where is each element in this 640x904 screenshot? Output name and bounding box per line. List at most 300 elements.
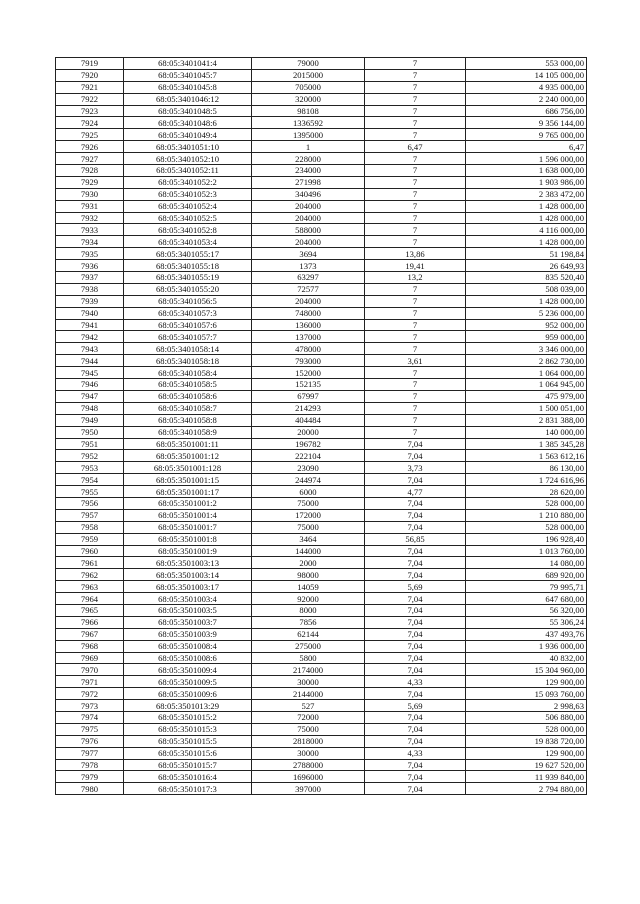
- value-cell: 56 320,00: [466, 604, 587, 616]
- table-row: [56, 212, 587, 224]
- row-number-cell: 7948: [56, 402, 124, 414]
- value-cell: 19 627 520,00: [466, 759, 587, 771]
- cadastral-number-cell: 68:05:3501015:2: [124, 711, 252, 723]
- row-number-cell: 7958: [56, 521, 124, 533]
- table-row: [56, 545, 587, 557]
- row-number-cell: 7922: [56, 93, 124, 105]
- cadastral-number-cell: 68:05:3501001:2: [124, 497, 252, 509]
- table-row: [56, 474, 587, 486]
- row-number-cell: 7930: [56, 188, 124, 200]
- row-number-cell: 7974: [56, 711, 124, 723]
- area-cell: 72000: [252, 711, 365, 723]
- cadastral-number-cell: 68:05:3401058:5: [124, 379, 252, 391]
- value-cell: 1 596 000,00: [466, 153, 587, 165]
- row-number-cell: 7971: [56, 676, 124, 688]
- value-cell: 4 116 000,00: [466, 224, 587, 236]
- value-cell: 1 638 000,00: [466, 165, 587, 177]
- value-cell: 1 428 000,00: [466, 236, 587, 248]
- rate-cell: 7: [365, 117, 466, 129]
- table-row: [56, 343, 587, 355]
- cadastral-number-cell: 68:05:3401041:4: [124, 58, 252, 70]
- rate-cell: 7,04: [365, 604, 466, 616]
- row-number-cell: 7950: [56, 426, 124, 438]
- table-row: [56, 462, 587, 474]
- table-row: [56, 759, 587, 771]
- row-number-cell: 7937: [56, 272, 124, 284]
- value-cell: 9 765 000,00: [466, 129, 587, 141]
- cadastral-number-cell: 68:05:3401048:6: [124, 117, 252, 129]
- table-row: [56, 141, 587, 153]
- value-cell: 686 756,00: [466, 105, 587, 117]
- cadastral-number-cell: 68:05:3401055:20: [124, 283, 252, 295]
- rate-cell: 7: [365, 414, 466, 426]
- area-cell: 2818000: [252, 735, 365, 747]
- row-number-cell: 7956: [56, 497, 124, 509]
- value-cell: 1 428 000,00: [466, 295, 587, 307]
- table-row: [56, 414, 587, 426]
- area-cell: 340496: [252, 188, 365, 200]
- table-row: [56, 652, 587, 664]
- row-number-cell: 7940: [56, 307, 124, 319]
- rate-cell: 7: [365, 93, 466, 105]
- rate-cell: 7,04: [365, 474, 466, 486]
- rate-cell: 7: [365, 319, 466, 331]
- rate-cell: 7: [365, 379, 466, 391]
- table-row: [56, 711, 587, 723]
- row-number-cell: 7941: [56, 319, 124, 331]
- table-row: [56, 497, 587, 509]
- area-cell: 222104: [252, 450, 365, 462]
- area-cell: 14059: [252, 581, 365, 593]
- area-cell: 144000: [252, 545, 365, 557]
- table-row: [56, 700, 587, 712]
- rate-cell: 13,2: [365, 272, 466, 284]
- row-number-cell: 7979: [56, 771, 124, 783]
- cadastral-number-cell: 68:05:3401058:14: [124, 343, 252, 355]
- row-number-cell: 7963: [56, 581, 124, 593]
- rate-cell: 7: [365, 402, 466, 414]
- rate-cell: 7,04: [365, 545, 466, 557]
- rate-cell: 7,04: [365, 521, 466, 533]
- row-number-cell: 7966: [56, 616, 124, 628]
- table-row: [56, 628, 587, 640]
- row-number-cell: 7927: [56, 153, 124, 165]
- rate-cell: 7,04: [365, 569, 466, 581]
- cadastral-number-cell: 68:05:3401058:18: [124, 355, 252, 367]
- rate-cell: 7,04: [365, 616, 466, 628]
- cadastral-number-cell: 68:05:3501015:6: [124, 747, 252, 759]
- value-cell: 528 000,00: [466, 521, 587, 533]
- area-cell: 397000: [252, 783, 365, 795]
- rate-cell: 3,61: [365, 355, 466, 367]
- area-cell: 588000: [252, 224, 365, 236]
- rate-cell: 13,86: [365, 248, 466, 260]
- area-cell: 1373: [252, 260, 365, 272]
- rate-cell: 7,04: [365, 438, 466, 450]
- table-row: [56, 188, 587, 200]
- cadastral-number-cell: 68:05:3401052:4: [124, 200, 252, 212]
- cadastral-number-cell: 68:05:3501009:6: [124, 688, 252, 700]
- value-cell: 2 831 388,00: [466, 414, 587, 426]
- area-cell: 72577: [252, 283, 365, 295]
- table-row: [56, 450, 587, 462]
- cadastral-number-cell: 68:05:3401052:11: [124, 165, 252, 177]
- area-cell: 75000: [252, 497, 365, 509]
- area-cell: 204000: [252, 200, 365, 212]
- row-number-cell: 7936: [56, 260, 124, 272]
- row-number-cell: 7964: [56, 593, 124, 605]
- cadastral-number-cell: 68:05:3501013:29: [124, 700, 252, 712]
- value-cell: 437 493,76: [466, 628, 587, 640]
- value-cell: 19 838 720,00: [466, 735, 587, 747]
- row-number-cell: 7924: [56, 117, 124, 129]
- value-cell: 15 304 960,00: [466, 664, 587, 676]
- area-cell: 204000: [252, 212, 365, 224]
- cadastral-number-cell: 68:05:3401049:4: [124, 129, 252, 141]
- value-cell: 553 000,00: [466, 58, 587, 70]
- table-row: [56, 283, 587, 295]
- area-cell: 7856: [252, 616, 365, 628]
- table-row: [56, 569, 587, 581]
- rate-cell: 7: [365, 212, 466, 224]
- table-row: [56, 688, 587, 700]
- area-cell: 3464: [252, 533, 365, 545]
- row-number-cell: 7923: [56, 105, 124, 117]
- row-number-cell: 7944: [56, 355, 124, 367]
- table-row: [56, 747, 587, 759]
- row-number-cell: 7935: [56, 248, 124, 260]
- cadastral-number-cell: 68:05:3501015:7: [124, 759, 252, 771]
- cadastral-number-cell: 68:05:3401057:6: [124, 319, 252, 331]
- row-number-cell: 7938: [56, 283, 124, 295]
- table-row: [56, 438, 587, 450]
- rate-cell: 3,73: [365, 462, 466, 474]
- area-cell: 478000: [252, 343, 365, 355]
- cadastral-number-cell: 68:05:3501003:7: [124, 616, 252, 628]
- value-cell: 959 000,00: [466, 331, 587, 343]
- rate-cell: 7: [365, 331, 466, 343]
- area-cell: 152000: [252, 367, 365, 379]
- table-row: [56, 676, 587, 688]
- area-cell: 271998: [252, 176, 365, 188]
- row-number-cell: 7925: [56, 129, 124, 141]
- cadastral-number-cell: 68:05:3401045:8: [124, 81, 252, 93]
- rate-cell: 7: [365, 176, 466, 188]
- value-cell: 51 198,84: [466, 248, 587, 260]
- cadastral-number-cell: 68:05:3401058:6: [124, 390, 252, 402]
- rate-cell: 7: [365, 295, 466, 307]
- area-cell: 30000: [252, 747, 365, 759]
- row-number-cell: 7957: [56, 509, 124, 521]
- cadastral-number-cell: 68:05:3401052:10: [124, 153, 252, 165]
- value-cell: 647 680,00: [466, 593, 587, 605]
- row-number-cell: 7952: [56, 450, 124, 462]
- table-row: [56, 93, 587, 105]
- cadastral-number-cell: 68:05:3501015:5: [124, 735, 252, 747]
- rate-cell: 7: [365, 153, 466, 165]
- value-cell: 40 832,00: [466, 652, 587, 664]
- table-row: [56, 521, 587, 533]
- rate-cell: 7,04: [365, 593, 466, 605]
- cadastral-number-cell: 68:05:3501003:4: [124, 593, 252, 605]
- area-cell: 2015000: [252, 69, 365, 81]
- rate-cell: 7,04: [365, 652, 466, 664]
- row-number-cell: 7932: [56, 212, 124, 224]
- area-cell: 67997: [252, 390, 365, 402]
- rate-cell: 7: [365, 81, 466, 93]
- value-cell: 140 000,00: [466, 426, 587, 438]
- row-number-cell: 7976: [56, 735, 124, 747]
- row-number-cell: 7939: [56, 295, 124, 307]
- cadastral-number-cell: 68:05:3401058:8: [124, 414, 252, 426]
- row-number-cell: 7926: [56, 141, 124, 153]
- area-cell: 793000: [252, 355, 365, 367]
- value-cell: 3 346 000,00: [466, 343, 587, 355]
- value-cell: 6,47: [466, 141, 587, 153]
- value-cell: 79 995,71: [466, 581, 587, 593]
- row-number-cell: 7929: [56, 176, 124, 188]
- area-cell: 320000: [252, 93, 365, 105]
- area-cell: 137000: [252, 331, 365, 343]
- row-number-cell: 7946: [56, 379, 124, 391]
- rate-cell: 7: [365, 129, 466, 141]
- rate-cell: 7: [365, 367, 466, 379]
- cadastral-number-cell: 68:05:3401052:8: [124, 224, 252, 236]
- area-cell: 172000: [252, 509, 365, 521]
- table-row: [56, 81, 587, 93]
- rate-cell: 7,04: [365, 711, 466, 723]
- table-row: [56, 295, 587, 307]
- value-cell: 86 130,00: [466, 462, 587, 474]
- table-row: [56, 509, 587, 521]
- rate-cell: 5,69: [365, 700, 466, 712]
- table-row: [56, 117, 587, 129]
- table-row: [56, 236, 587, 248]
- table-row: [56, 390, 587, 402]
- cadastral-number-cell: 68:05:3501001:4: [124, 509, 252, 521]
- row-number-cell: 7919: [56, 58, 124, 70]
- cadastral-number-cell: 68:05:3401056:5: [124, 295, 252, 307]
- area-cell: 228000: [252, 153, 365, 165]
- cadastral-number-cell: 68:05:3501001:15: [124, 474, 252, 486]
- cadastral-number-cell: 68:05:3501001:11: [124, 438, 252, 450]
- row-number-cell: 7968: [56, 640, 124, 652]
- table-row: [56, 593, 587, 605]
- value-cell: 1 210 880,00: [466, 509, 587, 521]
- row-number-cell: 7951: [56, 438, 124, 450]
- table-row: [56, 176, 587, 188]
- table-row: [56, 319, 587, 331]
- rate-cell: 7: [365, 188, 466, 200]
- area-cell: 92000: [252, 593, 365, 605]
- row-number-cell: 7931: [56, 200, 124, 212]
- cadastral-number-cell: 68:05:3401057:3: [124, 307, 252, 319]
- cadastral-number-cell: 68:05:3501015:3: [124, 723, 252, 735]
- value-cell: 15 093 760,00: [466, 688, 587, 700]
- area-cell: 527: [252, 700, 365, 712]
- row-number-cell: 7962: [56, 569, 124, 581]
- rate-cell: 7: [365, 165, 466, 177]
- cadastral-number-cell: 68:05:3501003:5: [124, 604, 252, 616]
- table-row: [56, 105, 587, 117]
- cadastral-number-cell: 68:05:3501003:13: [124, 557, 252, 569]
- area-cell: 5800: [252, 652, 365, 664]
- area-cell: 404484: [252, 414, 365, 426]
- row-number-cell: 7967: [56, 628, 124, 640]
- value-cell: 1 428 000,00: [466, 200, 587, 212]
- rate-cell: 7,04: [365, 497, 466, 509]
- row-number-cell: 7933: [56, 224, 124, 236]
- value-cell: 1 903 986,00: [466, 176, 587, 188]
- rate-cell: 7,04: [365, 735, 466, 747]
- row-number-cell: 7934: [56, 236, 124, 248]
- row-number-cell: 7942: [56, 331, 124, 343]
- value-cell: 4 935 000,00: [466, 81, 587, 93]
- area-cell: 748000: [252, 307, 365, 319]
- value-cell: 689 920,00: [466, 569, 587, 581]
- row-number-cell: 7943: [56, 343, 124, 355]
- area-cell: 1395000: [252, 129, 365, 141]
- table-row: [56, 355, 587, 367]
- rate-cell: 7,04: [365, 557, 466, 569]
- cadastral-number-cell: 68:05:3401051:10: [124, 141, 252, 153]
- table-body: [56, 58, 587, 795]
- rate-cell: 7: [365, 343, 466, 355]
- table-row: [56, 557, 587, 569]
- value-cell: 1 428 000,00: [466, 212, 587, 224]
- cadastral-number-cell: 68:05:3401052:3: [124, 188, 252, 200]
- table-row: [56, 379, 587, 391]
- area-cell: 20000: [252, 426, 365, 438]
- rate-cell: 7,04: [365, 688, 466, 700]
- row-number-cell: 7947: [56, 390, 124, 402]
- area-cell: 75000: [252, 723, 365, 735]
- row-number-cell: 7973: [56, 700, 124, 712]
- table-row: [56, 272, 587, 284]
- area-cell: 6000: [252, 486, 365, 498]
- cadastral-number-cell: 68:05:3501001:12: [124, 450, 252, 462]
- area-cell: 2174000: [252, 664, 365, 676]
- rate-cell: 7,04: [365, 628, 466, 640]
- rate-cell: 19,41: [365, 260, 466, 272]
- rate-cell: 7: [365, 307, 466, 319]
- rate-cell: 7: [365, 69, 466, 81]
- cadastral-number-cell: 68:05:3501003:9: [124, 628, 252, 640]
- row-number-cell: 7954: [56, 474, 124, 486]
- area-cell: 63297: [252, 272, 365, 284]
- area-cell: 275000: [252, 640, 365, 652]
- value-cell: 1 064 000,00: [466, 367, 587, 379]
- area-cell: 30000: [252, 676, 365, 688]
- area-cell: 23090: [252, 462, 365, 474]
- row-number-cell: 7970: [56, 664, 124, 676]
- area-cell: 3694: [252, 248, 365, 260]
- table-row: [56, 426, 587, 438]
- rate-cell: 7: [365, 426, 466, 438]
- rate-cell: 7,04: [365, 509, 466, 521]
- value-cell: 1 500 051,00: [466, 402, 587, 414]
- value-cell: 1 013 760,00: [466, 545, 587, 557]
- row-number-cell: 7961: [56, 557, 124, 569]
- cadastral-number-cell: 68:05:3401058:4: [124, 367, 252, 379]
- table-row: [56, 260, 587, 272]
- area-cell: 2788000: [252, 759, 365, 771]
- row-number-cell: 7980: [56, 783, 124, 795]
- value-cell: 508 039,00: [466, 283, 587, 295]
- row-number-cell: 7978: [56, 759, 124, 771]
- area-cell: 244974: [252, 474, 365, 486]
- cadastral-number-cell: 68:05:3401058:7: [124, 402, 252, 414]
- table-row: [56, 640, 587, 652]
- area-cell: 75000: [252, 521, 365, 533]
- table-row: [56, 616, 587, 628]
- value-cell: 952 000,00: [466, 319, 587, 331]
- cadastral-number-cell: 68:05:3501001:17: [124, 486, 252, 498]
- rate-cell: 7,04: [365, 450, 466, 462]
- area-cell: 1696000: [252, 771, 365, 783]
- cadastral-number-cell: 68:05:3501008:4: [124, 640, 252, 652]
- rate-cell: 7,04: [365, 783, 466, 795]
- table-row: [56, 224, 587, 236]
- cadastral-number-cell: 68:05:3501016:4: [124, 771, 252, 783]
- rate-cell: 4,33: [365, 676, 466, 688]
- table-row: [56, 153, 587, 165]
- value-cell: 5 236 000,00: [466, 307, 587, 319]
- table-row: [56, 129, 587, 141]
- value-cell: 475 979,00: [466, 390, 587, 402]
- cadastral-number-cell: 68:05:3501017:3: [124, 783, 252, 795]
- value-cell: 55 306,24: [466, 616, 587, 628]
- row-number-cell: 7928: [56, 165, 124, 177]
- table-row: [56, 200, 587, 212]
- cadastral-number-cell: 68:05:3401052:2: [124, 176, 252, 188]
- value-cell: 2 794 880,00: [466, 783, 587, 795]
- rate-cell: 7: [365, 58, 466, 70]
- area-cell: 152135: [252, 379, 365, 391]
- table-row: [56, 307, 587, 319]
- table-row: [56, 367, 587, 379]
- value-cell: 1 064 945,00: [466, 379, 587, 391]
- table-row: [56, 248, 587, 260]
- cadastral-number-cell: 68:05:3501003:17: [124, 581, 252, 593]
- value-cell: 2 240 000,00: [466, 93, 587, 105]
- rate-cell: 7,04: [365, 723, 466, 735]
- cadastral-number-cell: 68:05:3501001:7: [124, 521, 252, 533]
- value-cell: 26 649,93: [466, 260, 587, 272]
- cadastral-number-cell: 68:05:3401057:7: [124, 331, 252, 343]
- rate-cell: 5,69: [365, 581, 466, 593]
- cadastral-number-cell: 68:05:3401055:18: [124, 260, 252, 272]
- table-row: [56, 735, 587, 747]
- cadastral-number-cell: 68:05:3401048:5: [124, 105, 252, 117]
- row-number-cell: 7969: [56, 652, 124, 664]
- area-cell: 705000: [252, 81, 365, 93]
- cadastral-number-cell: 68:05:3501009:4: [124, 664, 252, 676]
- area-cell: 62144: [252, 628, 365, 640]
- row-number-cell: 7972: [56, 688, 124, 700]
- rate-cell: 7,04: [365, 759, 466, 771]
- value-cell: 835 520,40: [466, 272, 587, 284]
- rate-cell: 7: [365, 105, 466, 117]
- value-cell: 28 620,00: [466, 486, 587, 498]
- row-number-cell: 7977: [56, 747, 124, 759]
- table-row: [56, 723, 587, 735]
- value-cell: 506 880,00: [466, 711, 587, 723]
- cadastral-number-cell: 68:05:3501009:5: [124, 676, 252, 688]
- area-cell: 1336592: [252, 117, 365, 129]
- value-cell: 14 105 000,00: [466, 69, 587, 81]
- table-row: [56, 58, 587, 70]
